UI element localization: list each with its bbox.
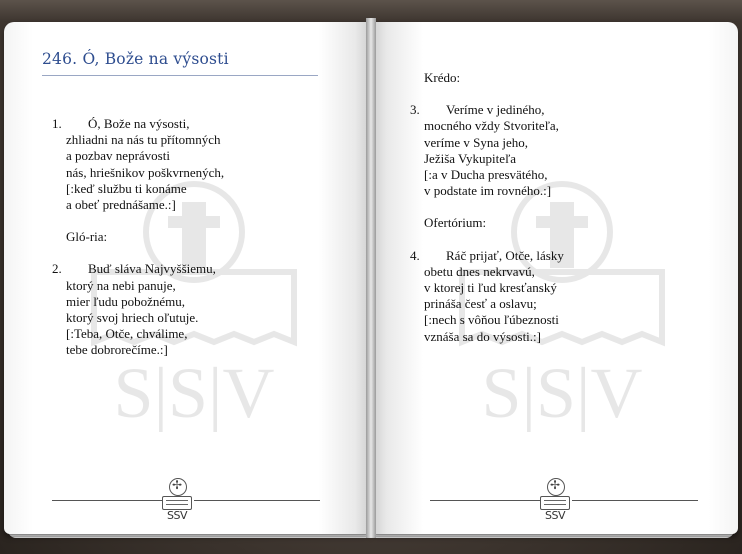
footer-rule-left — [52, 500, 164, 501]
verse-number: 3. — [410, 102, 420, 118]
verse-number: 1. — [52, 116, 62, 131]
verse-line: mier ľudu pobožnému, — [66, 293, 186, 309]
gloria-label: Gló-ria: — [66, 229, 108, 245]
verse-line: [:Teba, Otče, chválime, — [66, 326, 188, 342]
verse-line: prináša česť a oslavu; — [424, 296, 537, 312]
footer-rule-right — [194, 500, 320, 501]
right-page — [372, 22, 738, 534]
left-page — [4, 22, 370, 534]
verse-2 — [52, 261, 356, 358]
verse-line: [:keď službu ti konáme — [66, 180, 187, 196]
verse-number: 4. — [410, 247, 420, 263]
open-book — [0, 14, 742, 544]
verse-line: Ráč prijať, Otče, lásky — [446, 247, 564, 263]
right-text — [410, 70, 714, 345]
title-divider — [42, 75, 318, 76]
ssv-logo — [162, 478, 192, 526]
logo-text: SSV — [167, 509, 187, 522]
verse-1 — [52, 116, 356, 213]
verse-line: v podstate im rovného.:] — [424, 183, 552, 199]
ssv-logo — [540, 478, 570, 526]
banner-icon — [540, 496, 570, 510]
verse-line: Buď sláva Najvyššiemu, — [88, 261, 216, 277]
seal-icon — [547, 478, 565, 496]
verse-line: [:a v Ducha presvätého, — [424, 167, 548, 183]
verse-line: obetu dnes nekrvavú, — [424, 263, 535, 279]
footer-rule-right — [572, 500, 698, 501]
credo-label: Krédo: — [424, 70, 461, 85]
verse-line: ktorý na nebi panuje, — [66, 277, 176, 293]
verse-line: mocného vždy Stvoriteľa, — [424, 118, 559, 134]
verse-line: Ó, Bože na výsosti, — [88, 116, 190, 131]
verse-line: zhliadni na nás tu přítomných — [66, 132, 221, 148]
banner-icon — [162, 496, 192, 510]
verse-line: ktorý svoj hriech oľutuje. — [66, 310, 199, 326]
seal-icon — [169, 478, 187, 496]
offertorium-label: Ofertórium: — [424, 215, 487, 231]
verse-3 — [410, 102, 714, 199]
verse-line: Ježiša Vykupiteľa — [424, 150, 517, 166]
verse-line: veríme v Syna jeho, — [424, 134, 528, 150]
verse-line: Veríme v jediného, — [446, 102, 545, 118]
verse-line: a pozbav neprávosti — [66, 148, 170, 164]
left-text — [52, 116, 356, 359]
svg-text:S|S|V: S|S|V — [481, 353, 643, 432]
verse-line: tebe dobrorečíme.:] — [66, 342, 168, 358]
verse-line: [:nech s vôňou ľúbeznosti — [424, 312, 559, 328]
svg-text:S|S|V: S|S|V — [113, 353, 275, 432]
logo-text: SSV — [545, 509, 565, 522]
verse-line: a obeť prednášame.:] — [66, 197, 176, 213]
verse-number: 2. — [52, 261, 62, 277]
verse-line: vznáša sa do výsosti.:] — [424, 328, 541, 344]
verse-line: v ktorej ti ľud kresťanský — [424, 280, 557, 296]
verse-line: nás, hriešnikov poškvrnených, — [66, 164, 225, 180]
song-title: 246. Ó, Bože na výsosti — [42, 50, 229, 68]
footer-rule-left — [430, 500, 542, 501]
book-spine — [366, 18, 376, 538]
verse-4 — [410, 247, 714, 345]
